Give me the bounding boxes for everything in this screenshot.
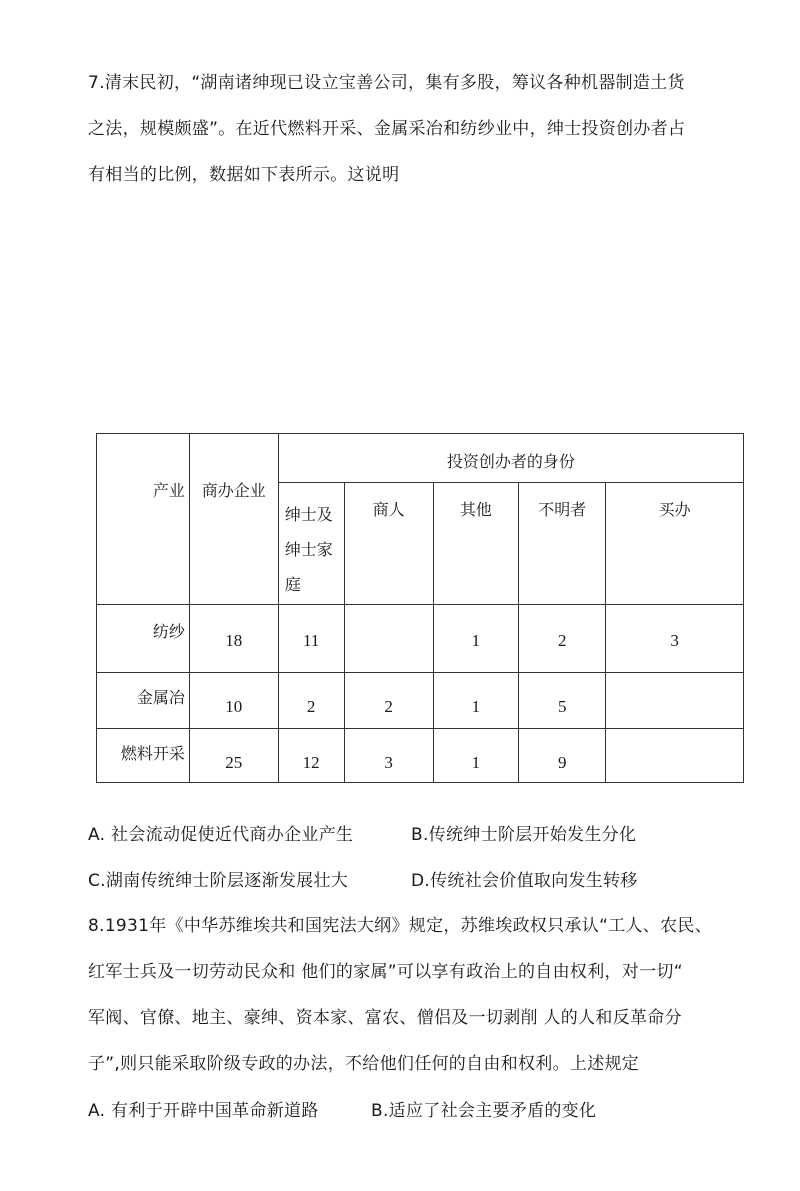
cell-gentry: 12 [278, 729, 344, 783]
q7-stem-line-1: 7.清末民初，“湖南诸绅现已设立宝善公司，集有多股，筹议各种机器制造土货 [88, 73, 685, 93]
header-unknown: 不明者 [519, 483, 606, 605]
cell-unknown: 9 [519, 729, 606, 783]
cell-other: 1 [433, 673, 519, 729]
header-merchant: 商人 [344, 483, 433, 605]
q8-stem-line-2: 红军士兵及一切劳动民众和 他们的家属”可以享有政治上的自由权利，对一切“ [88, 962, 683, 982]
cell-comprador: 3 [606, 605, 744, 673]
investor-identity-table [96, 433, 744, 783]
option-b[interactable]: B.适应了社会主要矛盾的变化 [371, 1101, 597, 1121]
table-row [97, 673, 744, 729]
option-a[interactable]: A. 有利于开辟中国革命新道路 [88, 1101, 319, 1121]
q8-stem-line-1: 8.1931年《中华苏维埃共和国宪法大纲》规定，苏维埃政权只承认“工人、农民、 [88, 916, 712, 936]
q8-stem-line-4: 子”,则只能采取阶级专政的办法，不给他们任何的自由和权利。上述规定 [88, 1054, 640, 1074]
header-gentry-line-2: 绅士家 [284, 540, 333, 559]
option-a[interactable]: A. 社会流动促使近代商办企业产生 [88, 825, 354, 845]
table-row [97, 729, 744, 783]
cell-firms: 10 [189, 673, 278, 729]
cell-gentry: 11 [278, 605, 344, 673]
option-b[interactable]: B.传统绅士阶层开始发生分化 [411, 825, 637, 845]
cell-unknown: 5 [519, 673, 606, 729]
header-other: 其他 [433, 483, 519, 605]
q7-stem-line-2: 之法，规模颇盛”。在近代燃料开采、金属采冶和纺纱业中，绅士投资创办者占 [88, 119, 686, 139]
option-d[interactable]: D.传统社会价值取向发生转移 [411, 871, 638, 891]
row-industry: 燃料开采 [97, 729, 190, 783]
cell-unknown: 2 [519, 605, 606, 673]
cell-other: 1 [433, 729, 519, 783]
header-gentry-line-3: 庭 [284, 575, 301, 594]
q7-stem-line-3: 有相当的比例，数据如下表所示。这说明 [88, 165, 400, 185]
cell-firms: 18 [189, 605, 278, 673]
header-industry: 产业 [97, 434, 190, 605]
header-gentry [278, 483, 344, 605]
cell-merchant: 3 [344, 729, 433, 783]
cell-other: 1 [433, 605, 519, 673]
row-industry: 纺纱 [97, 605, 190, 673]
cell-comprador [606, 673, 744, 729]
cell-comprador [606, 729, 744, 783]
q8-stem-line-3: 军阀、官僚、地主、豪绅、资本家、富农、僧侣及一切剥削 人的人和反革命分 [88, 1008, 682, 1028]
option-c[interactable]: C.湖南传统绅士阶层逐渐发展壮大 [88, 871, 349, 891]
header-gentry-line-1: 绅士及 [284, 505, 333, 524]
header-comprador: 买办 [606, 483, 744, 605]
cell-gentry: 2 [278, 673, 344, 729]
header-investor-identity: 投资创办者的身份 [278, 434, 743, 483]
cell-merchant [344, 605, 433, 673]
table-row [97, 605, 744, 673]
cell-merchant: 2 [344, 673, 433, 729]
header-commercial-firms: 商办企业 [189, 434, 278, 605]
cell-firms: 25 [189, 729, 278, 783]
row-industry: 金属冶 [97, 673, 190, 729]
